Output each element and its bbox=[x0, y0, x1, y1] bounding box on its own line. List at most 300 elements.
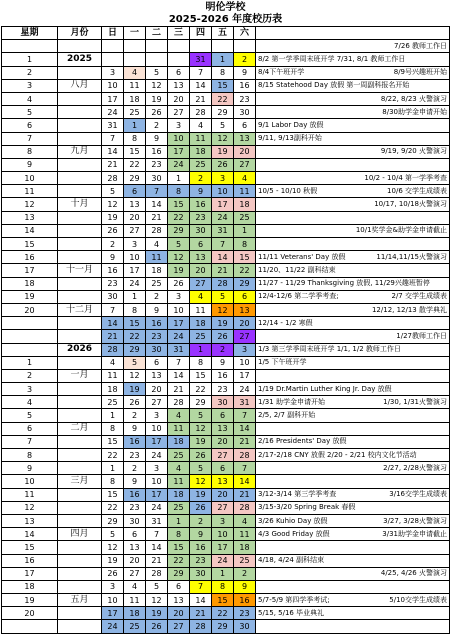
week-row bbox=[2, 607, 450, 620]
day-cell: 7 bbox=[146, 185, 168, 198]
day-cell: 7 bbox=[234, 409, 256, 422]
day-cell: 3 bbox=[146, 409, 168, 422]
week-number: 6 bbox=[2, 119, 58, 132]
day-cell: 22 bbox=[212, 92, 234, 105]
day-cell bbox=[102, 53, 124, 66]
day-cell: 30 bbox=[146, 172, 168, 185]
event-note bbox=[256, 383, 450, 396]
event-note bbox=[256, 290, 450, 303]
day-cell: 10 bbox=[212, 528, 234, 541]
day-cell: 17 bbox=[234, 369, 256, 382]
day-cell: 30 bbox=[102, 290, 124, 303]
day-cell: 25 bbox=[102, 396, 124, 409]
day-cell: 8 bbox=[212, 66, 234, 79]
week-number: 16 bbox=[2, 251, 58, 264]
day-cell: 16 bbox=[146, 317, 168, 330]
day-cell: 12 bbox=[124, 369, 146, 382]
month-label bbox=[58, 92, 102, 105]
event-text-right: 8/30助学金申请开始 bbox=[382, 107, 447, 116]
day-cell bbox=[190, 40, 212, 53]
month-label bbox=[58, 396, 102, 409]
week-row bbox=[2, 238, 450, 251]
month-label bbox=[58, 119, 102, 132]
week-number: 12 bbox=[2, 198, 58, 211]
day-cell: 14 bbox=[190, 594, 212, 607]
day-cell: 24 bbox=[102, 620, 124, 633]
week-row bbox=[2, 501, 450, 514]
event-note bbox=[256, 106, 450, 119]
day-cell: 24 bbox=[168, 158, 190, 171]
day-cell: 8 bbox=[234, 238, 256, 251]
day-cell: 15 bbox=[168, 541, 190, 554]
day-cell: 10 bbox=[124, 251, 146, 264]
event-note bbox=[256, 462, 450, 475]
event-text: 3/26 Kuhio Day 放假 bbox=[258, 516, 328, 525]
day-cell: 5 bbox=[102, 528, 124, 541]
day-cell: 31 bbox=[146, 514, 168, 527]
day-cell: 22 bbox=[102, 449, 124, 462]
day-cell: 2 bbox=[102, 238, 124, 251]
day-cell: 25 bbox=[124, 106, 146, 119]
day-cell: 10 bbox=[212, 185, 234, 198]
day-cell: 25 bbox=[234, 554, 256, 567]
day-cell: 24 bbox=[146, 501, 168, 514]
day-cell: 6 bbox=[190, 238, 212, 251]
week-row bbox=[2, 356, 450, 369]
month-label: 一月 bbox=[58, 369, 102, 382]
day-cell: 3 bbox=[124, 238, 146, 251]
month-label bbox=[58, 620, 102, 633]
event-note bbox=[256, 330, 450, 343]
week-row bbox=[2, 53, 450, 66]
week-row bbox=[2, 251, 450, 264]
week-number: 4 bbox=[2, 396, 58, 409]
event-note bbox=[256, 224, 450, 237]
event-text-right: 9/19, 9/20 火警演习 bbox=[380, 147, 447, 156]
month-label: 八月 bbox=[58, 79, 102, 92]
day-cell: 9 bbox=[190, 528, 212, 541]
column-header: 星期 bbox=[2, 27, 58, 40]
day-cell: 21 bbox=[234, 435, 256, 448]
day-cell: 21 bbox=[102, 158, 124, 171]
week-row bbox=[2, 514, 450, 527]
month-label: 十月 bbox=[58, 198, 102, 211]
event-note bbox=[256, 172, 450, 185]
day-cell: 29 bbox=[212, 620, 234, 633]
day-cell: 21 bbox=[168, 383, 190, 396]
day-cell: 28 bbox=[234, 501, 256, 514]
day-cell: 30 bbox=[190, 567, 212, 580]
week-number: 19 bbox=[2, 594, 58, 607]
day-cell: 16 bbox=[234, 79, 256, 92]
week-row bbox=[2, 277, 450, 290]
month-label bbox=[58, 514, 102, 527]
event-text: 3/12-3/14 第三学季考查 bbox=[258, 490, 337, 499]
week-row bbox=[2, 488, 450, 501]
day-cell: 19 bbox=[190, 488, 212, 501]
day-cell: 8 bbox=[190, 356, 212, 369]
column-header: 三 bbox=[168, 27, 190, 40]
week-row bbox=[2, 79, 450, 92]
day-cell: 15 bbox=[102, 435, 124, 448]
event-text-right: 3/27, 3/28火警演习 bbox=[383, 516, 447, 525]
day-cell: 14 bbox=[212, 251, 234, 264]
day-cell: 7 bbox=[146, 528, 168, 541]
day-cell: 24 bbox=[146, 449, 168, 462]
day-cell: 4 bbox=[124, 580, 146, 593]
month-label: 十一月 bbox=[58, 264, 102, 277]
day-cell: 23 bbox=[146, 330, 168, 343]
event-note bbox=[256, 369, 450, 382]
day-cell: 23 bbox=[124, 501, 146, 514]
event-text: 2/17-2/18 CNY 放假 2/20 - 2/21 校内文化节活动 bbox=[258, 450, 417, 459]
week-row bbox=[2, 396, 450, 409]
day-cell: 16 bbox=[190, 541, 212, 554]
event-text: 1/3 第三学季周末班开学 1/1, 1/2 教师工作日 bbox=[258, 345, 401, 354]
day-cell bbox=[102, 40, 124, 53]
day-cell: 13 bbox=[124, 541, 146, 554]
week-row bbox=[2, 620, 450, 633]
day-cell: 4 bbox=[190, 290, 212, 303]
event-text-right: 1/30, 1/31火警演习 bbox=[383, 397, 447, 406]
event-note bbox=[256, 528, 450, 541]
day-cell: 5 bbox=[124, 356, 146, 369]
month-label bbox=[58, 251, 102, 264]
day-cell: 28 bbox=[146, 567, 168, 580]
day-cell: 12 bbox=[190, 422, 212, 435]
month-label bbox=[58, 330, 102, 343]
day-cell: 14 bbox=[102, 145, 124, 158]
day-cell: 2 bbox=[124, 409, 146, 422]
day-cell: 20 bbox=[124, 554, 146, 567]
day-cell: 25 bbox=[190, 158, 212, 171]
month-label: 四月 bbox=[58, 528, 102, 541]
day-cell: 24 bbox=[102, 106, 124, 119]
event-text: 4/18, 4/24 副科结束 bbox=[258, 556, 325, 565]
event-text-right: 10/17, 10/18火警演习 bbox=[374, 200, 447, 209]
month-label bbox=[58, 224, 102, 237]
day-cell: 18 bbox=[168, 488, 190, 501]
day-cell: 18 bbox=[168, 435, 190, 448]
day-cell: 9 bbox=[124, 422, 146, 435]
day-cell: 6 bbox=[212, 409, 234, 422]
day-cell: 16 bbox=[124, 488, 146, 501]
day-cell: 29 bbox=[102, 514, 124, 527]
day-cell: 27 bbox=[124, 567, 146, 580]
day-cell: 18 bbox=[190, 317, 212, 330]
week-row bbox=[2, 383, 450, 396]
week-number: 7 bbox=[2, 435, 58, 448]
event-note bbox=[256, 343, 450, 356]
day-cell: 25 bbox=[190, 330, 212, 343]
day-cell: 12 bbox=[146, 79, 168, 92]
week-row bbox=[2, 119, 450, 132]
day-cell: 21 bbox=[146, 554, 168, 567]
week-row bbox=[2, 66, 450, 79]
day-cell: 19 bbox=[168, 264, 190, 277]
day-cell: 15 bbox=[124, 145, 146, 158]
week-number: 9 bbox=[2, 158, 58, 171]
day-cell: 16 bbox=[212, 369, 234, 382]
day-cell: 26 bbox=[190, 449, 212, 462]
day-cell: 25 bbox=[146, 277, 168, 290]
week-number: 15 bbox=[2, 541, 58, 554]
day-cell: 23 bbox=[190, 211, 212, 224]
week-row bbox=[2, 475, 450, 488]
day-cell: 16 bbox=[146, 145, 168, 158]
day-cell: 22 bbox=[102, 501, 124, 514]
day-cell: 21 bbox=[212, 264, 234, 277]
event-text-right: 5/10交学生成绩表 bbox=[389, 595, 447, 604]
school-name: 明伦学校 bbox=[205, 2, 246, 13]
day-cell: 10 bbox=[168, 132, 190, 145]
event-note bbox=[256, 79, 450, 92]
day-cell: 1 bbox=[124, 119, 146, 132]
day-cell: 27 bbox=[190, 277, 212, 290]
event-note bbox=[256, 132, 450, 145]
week-row bbox=[2, 198, 450, 211]
day-cell: 28 bbox=[234, 449, 256, 462]
event-note bbox=[256, 40, 450, 53]
day-cell: 13 bbox=[234, 303, 256, 316]
day-cell: 17 bbox=[146, 435, 168, 448]
week-number: 8 bbox=[2, 449, 58, 462]
day-cell: 30 bbox=[190, 224, 212, 237]
week-number: 5 bbox=[2, 409, 58, 422]
day-cell: 9 bbox=[124, 475, 146, 488]
day-cell: 31 bbox=[168, 343, 190, 356]
month-label bbox=[58, 238, 102, 251]
event-text: 9/11, 9/13副科开始 bbox=[258, 134, 322, 143]
day-cell: 23 bbox=[146, 158, 168, 171]
day-cell: 8 bbox=[102, 475, 124, 488]
day-cell: 22 bbox=[190, 383, 212, 396]
week-row bbox=[2, 528, 450, 541]
day-cell: 25 bbox=[124, 620, 146, 633]
week-number: 18 bbox=[2, 277, 58, 290]
day-cell: 17 bbox=[124, 264, 146, 277]
week-number bbox=[2, 343, 58, 356]
day-cell: 14 bbox=[234, 475, 256, 488]
day-cell: 16 bbox=[190, 198, 212, 211]
day-cell: 2 bbox=[212, 343, 234, 356]
day-cell: 17 bbox=[168, 145, 190, 158]
day-cell: 15 bbox=[190, 369, 212, 382]
day-cell: 18 bbox=[234, 198, 256, 211]
week-row bbox=[2, 369, 450, 382]
day-cell: 26 bbox=[102, 567, 124, 580]
week-row bbox=[2, 132, 450, 145]
day-cell: 4 bbox=[234, 172, 256, 185]
column-header: 六 bbox=[234, 27, 256, 40]
event-note bbox=[256, 580, 450, 593]
day-cell: 5 bbox=[190, 409, 212, 422]
day-cell: 13 bbox=[212, 422, 234, 435]
day-cell: 22 bbox=[212, 607, 234, 620]
week-row bbox=[2, 462, 450, 475]
day-cell: 1 bbox=[102, 409, 124, 422]
event-text-right: 3/16交学生成绩表 bbox=[389, 490, 447, 499]
event-note bbox=[256, 514, 450, 527]
week-number: 17 bbox=[2, 567, 58, 580]
event-note bbox=[256, 264, 450, 277]
day-cell: 30 bbox=[234, 620, 256, 633]
day-cell: 20 bbox=[168, 92, 190, 105]
day-cell: 11 bbox=[124, 79, 146, 92]
day-cell: 20 bbox=[212, 488, 234, 501]
month-label bbox=[58, 211, 102, 224]
day-cell: 14 bbox=[168, 369, 190, 382]
day-cell: 15 bbox=[212, 79, 234, 92]
day-cell bbox=[168, 40, 190, 53]
day-cell: 17 bbox=[102, 92, 124, 105]
day-cell: 2 bbox=[190, 514, 212, 527]
week-row bbox=[2, 145, 450, 158]
day-cell: 27 bbox=[234, 158, 256, 171]
day-cell: 23 bbox=[124, 449, 146, 462]
day-cell: 19 bbox=[146, 607, 168, 620]
week-number: 10 bbox=[2, 475, 58, 488]
week-number: 17 bbox=[2, 264, 58, 277]
week-number bbox=[2, 40, 58, 53]
day-cell: 13 bbox=[146, 369, 168, 382]
month-label bbox=[58, 501, 102, 514]
day-cell: 23 bbox=[234, 92, 256, 105]
week-number bbox=[2, 620, 58, 633]
day-cell: 19 bbox=[102, 554, 124, 567]
day-cell: 11 bbox=[190, 132, 212, 145]
day-cell: 7 bbox=[234, 462, 256, 475]
day-cell: 5 bbox=[190, 462, 212, 475]
month-label bbox=[58, 40, 102, 53]
day-cell: 18 bbox=[124, 607, 146, 620]
day-cell: 30 bbox=[234, 106, 256, 119]
month-label bbox=[58, 462, 102, 475]
event-text: 12/4-12/6 第二学季考查; bbox=[258, 292, 339, 301]
day-cell: 16 bbox=[234, 594, 256, 607]
event-note bbox=[256, 53, 450, 66]
day-cell: 24 bbox=[234, 383, 256, 396]
event-note bbox=[256, 185, 450, 198]
event-text: 7/26 教师工作日 bbox=[394, 41, 447, 50]
event-note bbox=[256, 145, 450, 158]
day-cell: 18 bbox=[146, 264, 168, 277]
event-note bbox=[256, 594, 450, 607]
day-cell: 7 bbox=[212, 238, 234, 251]
day-cell: 3 bbox=[168, 290, 190, 303]
day-cell: 1 bbox=[168, 172, 190, 185]
week-number: 16 bbox=[2, 554, 58, 567]
day-cell: 4 bbox=[124, 66, 146, 79]
week-row bbox=[2, 541, 450, 554]
day-cell: 22 bbox=[168, 211, 190, 224]
month-label: 二月 bbox=[58, 422, 102, 435]
week-row bbox=[2, 158, 450, 171]
day-cell: 17 bbox=[102, 607, 124, 620]
day-cell: 17 bbox=[212, 541, 234, 554]
week-number: 13 bbox=[2, 514, 58, 527]
week-number: 5 bbox=[2, 106, 58, 119]
month-label bbox=[58, 290, 102, 303]
day-cell: 19 bbox=[124, 383, 146, 396]
event-note bbox=[256, 198, 450, 211]
column-header: 二 bbox=[146, 27, 168, 40]
day-cell: 18 bbox=[102, 383, 124, 396]
day-cell: 26 bbox=[124, 396, 146, 409]
day-cell: 4 bbox=[190, 119, 212, 132]
month-label bbox=[58, 435, 102, 448]
day-cell: 5 bbox=[146, 580, 168, 593]
week-number: 6 bbox=[2, 422, 58, 435]
day-cell: 11 bbox=[234, 185, 256, 198]
day-cell: 10 bbox=[102, 594, 124, 607]
day-cell: 12 bbox=[102, 541, 124, 554]
day-cell: 11 bbox=[124, 594, 146, 607]
day-cell: 1 bbox=[212, 53, 234, 66]
day-cell: 6 bbox=[212, 462, 234, 475]
day-cell: 9 bbox=[190, 185, 212, 198]
day-cell: 13 bbox=[190, 251, 212, 264]
day-cell: 4 bbox=[168, 462, 190, 475]
day-cell: 28 bbox=[190, 620, 212, 633]
week-number: 19 bbox=[2, 290, 58, 303]
event-note bbox=[256, 488, 450, 501]
day-cell: 12 bbox=[102, 198, 124, 211]
day-cell: 3 bbox=[234, 343, 256, 356]
day-cell: 6 bbox=[234, 290, 256, 303]
day-cell: 13 bbox=[124, 198, 146, 211]
week-number: 4 bbox=[2, 92, 58, 105]
day-cell: 28 bbox=[102, 343, 124, 356]
day-cell: 29 bbox=[168, 224, 190, 237]
event-text-right: 4/25, 4/26 火警演习 bbox=[380, 569, 447, 578]
event-note bbox=[256, 620, 450, 633]
day-cell: 3 bbox=[146, 462, 168, 475]
event-text: 11/20、11/22 副科结束 bbox=[258, 265, 336, 274]
day-cell: 6 bbox=[146, 356, 168, 369]
day-cell: 1 bbox=[102, 462, 124, 475]
week-number: 14 bbox=[2, 224, 58, 237]
day-cell: 26 bbox=[168, 277, 190, 290]
day-cell: 15 bbox=[102, 488, 124, 501]
day-cell bbox=[146, 53, 168, 66]
day-cell: 2 bbox=[146, 119, 168, 132]
day-cell: 1 bbox=[212, 567, 234, 580]
day-cell: 20 bbox=[146, 383, 168, 396]
day-cell: 9 bbox=[234, 580, 256, 593]
day-cell: 26 bbox=[190, 501, 212, 514]
event-note bbox=[256, 66, 450, 79]
calendar-table bbox=[1, 26, 450, 634]
day-cell: 28 bbox=[146, 224, 168, 237]
day-cell: 18 bbox=[124, 92, 146, 105]
event-note bbox=[256, 449, 450, 462]
month-label bbox=[58, 158, 102, 171]
event-note bbox=[256, 317, 450, 330]
event-text-right: 10/2 - 10/4 第一学季考查 bbox=[364, 173, 447, 182]
column-header-events bbox=[256, 27, 450, 40]
event-text: 1/19 Dr.Martin Luther King Jr. Day 放假 bbox=[258, 384, 392, 393]
day-cell: 8 bbox=[212, 580, 234, 593]
month-label: 2026 bbox=[58, 343, 102, 356]
day-cell: 8 bbox=[102, 422, 124, 435]
day-cell: 8 bbox=[168, 185, 190, 198]
month-label bbox=[58, 541, 102, 554]
month-label bbox=[58, 132, 102, 145]
day-cell: 28 bbox=[190, 106, 212, 119]
day-cell: 18 bbox=[190, 145, 212, 158]
day-cell: 7 bbox=[102, 132, 124, 145]
